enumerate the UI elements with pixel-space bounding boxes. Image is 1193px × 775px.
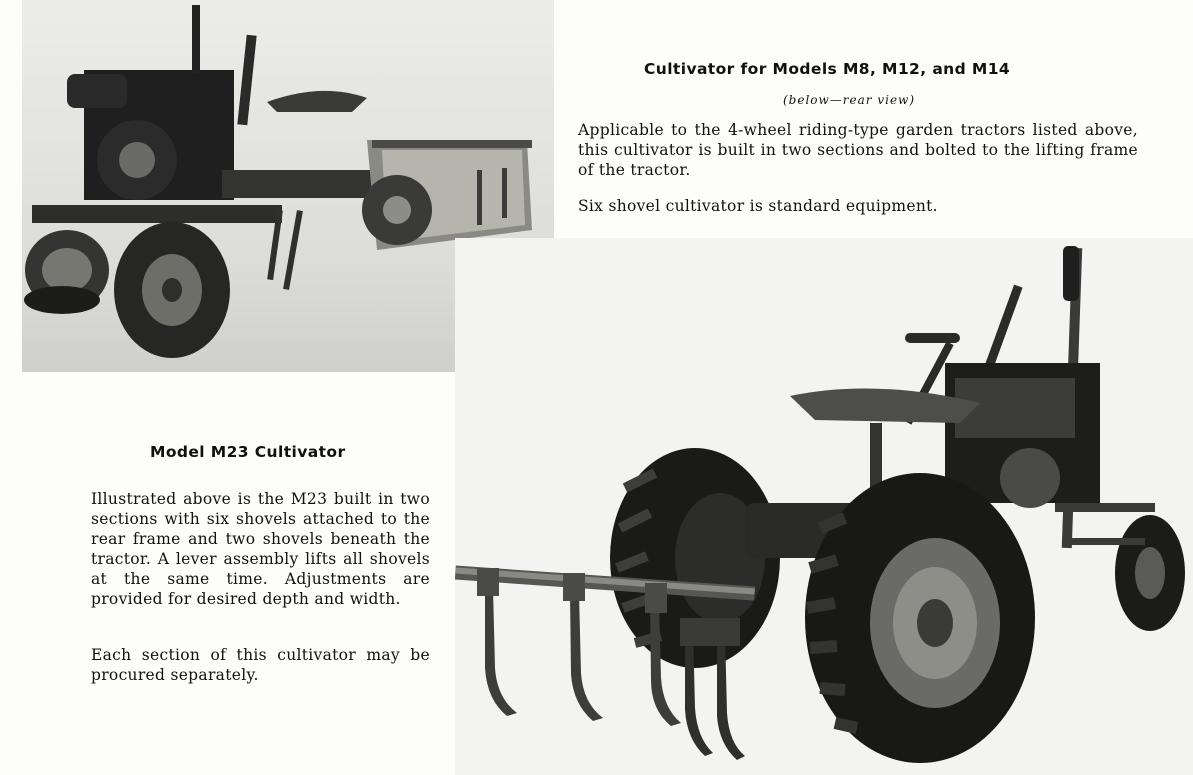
tractor-rear-view-illustration (455, 238, 1193, 775)
left-section-heading: Model M23 Cultivator (150, 443, 346, 461)
right-section-heading: Cultivator for Models M8, M12, and M14 (644, 60, 1011, 78)
right-section-paragraph-2: Six shovel cultivator is standard equipment. (578, 197, 938, 215)
right-section-paragraph-1: Applicable to the 4-wheel riding-type garden tractors listed above, this cultivator is built in two sections and bolted to the lifting frame of the tractor. (578, 121, 1138, 179)
photo-rear-view-cultivator (455, 238, 1193, 775)
right-section-subheading: (below—rear view) (783, 93, 916, 107)
left-section-paragraph-1: Illustrated above is the M23 built in two sections with six shovels attached to the rear frame and two shovels beneath the tractor. A lever assembly lifts all shovels at the same time. Adjustments are provided for desired depth and width. (91, 490, 430, 608)
left-section-paragraph-2: Each section of this cultivator may be procured separately. (91, 646, 430, 684)
